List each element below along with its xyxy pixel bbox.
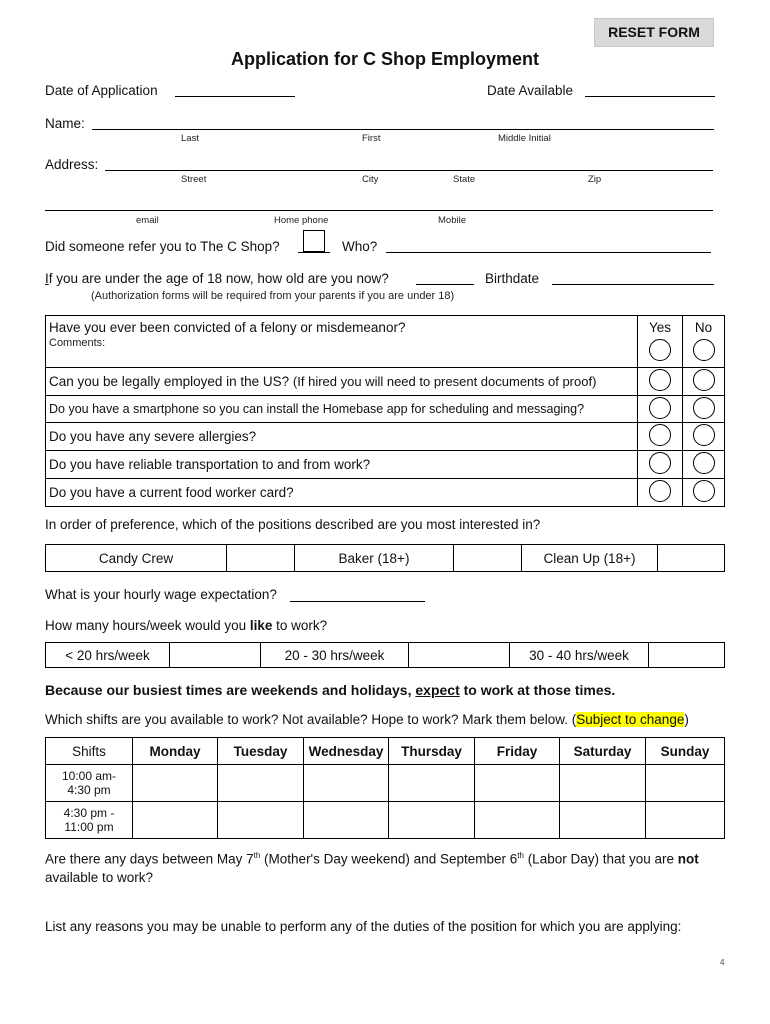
question-row	[46, 423, 725, 451]
no-cell	[683, 396, 725, 423]
who-field[interactable]	[386, 252, 711, 253]
address-field[interactable]	[105, 170, 713, 171]
question-row	[46, 368, 725, 396]
yes-cell	[638, 479, 683, 507]
name-middle-caption: Middle Initial	[498, 133, 551, 144]
no-cell	[683, 451, 725, 479]
hours-30-40: 30 - 40 hrs/week	[510, 643, 649, 668]
friday-header: Friday	[475, 738, 560, 765]
yes-no-questions-table	[45, 315, 725, 507]
age-field[interactable]	[416, 284, 474, 285]
home-phone-caption: Home phone	[274, 215, 329, 226]
hours-20-30-check[interactable]	[409, 643, 510, 668]
hours-30-40-check[interactable]	[649, 643, 725, 668]
birthdate-label: Birthdate	[485, 271, 540, 286]
employment-yes-radio[interactable]	[649, 369, 671, 391]
hours-row	[46, 643, 725, 668]
days-q-not: not	[677, 851, 699, 867]
question-row	[46, 316, 725, 368]
reset-form-button[interactable]: RESET FORM	[594, 18, 714, 47]
food-card-yes-radio[interactable]	[649, 480, 671, 502]
question-row	[46, 451, 725, 479]
hours-question	[45, 618, 327, 633]
subject-to-change-highlight: Subject to change	[576, 712, 685, 727]
name-first-caption: First	[362, 133, 381, 144]
address-street-caption: Street	[181, 174, 207, 185]
position-baker-rank[interactable]	[454, 545, 522, 572]
positions-table	[45, 544, 725, 572]
shift-cell[interactable]	[560, 765, 646, 802]
shift-cell[interactable]	[389, 765, 475, 802]
comments-label: Comments:	[49, 337, 106, 349]
no-cell	[683, 316, 725, 368]
age-question	[45, 271, 389, 286]
refer-question: Did someone refer you to The C Shop?	[45, 239, 280, 254]
yes-cell	[638, 368, 683, 396]
reasons-question: List any reasons you may be unable to perform any of the duties of the position for which you are applying:	[45, 919, 682, 934]
email-caption: email	[136, 215, 159, 226]
transportation-question: Do you have reliable transportation to and from work?	[46, 451, 638, 479]
position-clean-up: Clean Up (18+)	[522, 545, 658, 572]
shift-cell[interactable]	[133, 765, 218, 802]
positions-row	[46, 545, 725, 572]
refer-underline	[298, 252, 330, 253]
shift-day-label	[46, 765, 133, 802]
date-available-label: Date Available	[487, 83, 574, 98]
no-cell	[683, 479, 725, 507]
allergies-yes-radio[interactable]	[649, 424, 671, 446]
shift-cell[interactable]	[475, 765, 560, 802]
positions-question: In order of preference, which of the positions described are you most interested in?	[45, 517, 541, 532]
shift-row-evening	[46, 802, 725, 839]
busy-post: to work at those times.	[459, 682, 616, 698]
address-zip-caption: Zip	[588, 174, 602, 185]
shift-cell[interactable]	[304, 765, 389, 802]
authorization-note: (Authorization forms will be required from your parents if you are under 18)	[91, 290, 455, 302]
address-label: Address:	[45, 157, 99, 172]
radio-wrap	[683, 339, 724, 364]
smartphone-yes-radio[interactable]	[649, 397, 671, 419]
days-q-a: Are there any days between May 7	[45, 851, 254, 867]
busy-times-note	[45, 682, 615, 698]
saturday-header: Saturday	[560, 738, 646, 765]
no-header: No	[694, 320, 713, 335]
date-of-application-label: Date of Application	[45, 83, 158, 98]
transportation-no-radio[interactable]	[693, 452, 715, 474]
shifts-table	[45, 737, 725, 839]
days-q-line2: available to work?	[45, 869, 154, 885]
days-q-sup1: th	[253, 851, 261, 860]
smartphone-no-radio[interactable]	[693, 397, 715, 419]
thursday-header: Thursday	[389, 738, 475, 765]
employment-question: Can you be legally employed in the US?	[49, 374, 290, 389]
position-baker: Baker (18+)	[295, 545, 454, 572]
shift-cell[interactable]	[646, 802, 725, 839]
wednesday-header: Wednesday	[304, 738, 389, 765]
hours-question-bold: like	[249, 618, 273, 633]
felony-yes-radio[interactable]	[649, 339, 671, 361]
question-cell	[46, 368, 638, 396]
felony-question: Have you ever been convicted of a felony or misdemeanor?	[49, 320, 406, 335]
shift-day-start: 10:00 am-	[61, 769, 117, 783]
shift-day-end: 4:30 pm	[67, 783, 111, 797]
felony-no-radio[interactable]	[693, 339, 715, 361]
shift-evening-end: 11:00 pm	[64, 820, 114, 834]
name-label: Name:	[45, 116, 85, 131]
tuesday-header: Tuesday	[218, 738, 304, 765]
days-q-sup2: th	[517, 851, 524, 860]
mobile-caption: Mobile	[438, 215, 466, 226]
shift-evening-start: 4:30 pm -	[63, 806, 115, 820]
contact-field[interactable]	[45, 210, 713, 211]
shift-cell[interactable]	[218, 802, 304, 839]
shifts-question	[45, 712, 689, 727]
address-city-caption: City	[362, 174, 379, 185]
hours-20-30: 20 - 30 hrs/week	[261, 643, 409, 668]
allergies-question: Do you have any severe allergies?	[46, 423, 638, 451]
food-card-question: Do you have a current food worker card?	[46, 479, 638, 507]
shifts-header-row	[46, 738, 725, 765]
position-candy-crew: Candy Crew	[46, 545, 227, 572]
age-question-text: f you are under the age of 18 now, how old are you now?	[48, 271, 389, 286]
shift-cell[interactable]	[304, 802, 389, 839]
yes-cell	[638, 396, 683, 423]
wage-field[interactable]	[290, 601, 425, 602]
age-question-initial: I	[45, 271, 49, 286]
position-clean-up-rank[interactable]	[658, 545, 725, 572]
shifts-question-pre: Which shifts are you available to work? Not available? Hope to work? Mark them below. (	[45, 712, 577, 727]
position-candy-crew-rank[interactable]	[227, 545, 295, 572]
who-label: Who?	[342, 239, 378, 254]
shift-cell[interactable]	[218, 765, 304, 802]
date-available-field[interactable]	[585, 96, 715, 97]
address-state-caption: State	[453, 174, 476, 185]
name-field[interactable]	[92, 129, 714, 130]
food-card-no-radio[interactable]	[693, 480, 715, 502]
allergies-no-radio[interactable]	[693, 424, 715, 446]
no-cell	[683, 368, 725, 396]
sunday-header: Sunday	[646, 738, 725, 765]
question-cell	[46, 316, 638, 368]
employment-no-radio[interactable]	[693, 369, 715, 391]
employment-note: (If hired you will need to present documents of proof)	[292, 374, 597, 389]
shift-evening-label	[46, 802, 133, 839]
name-last-caption: Last	[181, 133, 199, 144]
days-unavailable-question	[45, 847, 745, 887]
hours-under-20-check[interactable]	[170, 643, 261, 668]
question-row	[46, 396, 725, 423]
yes-header: Yes	[648, 320, 672, 335]
shifts-header: Shifts	[46, 738, 133, 765]
no-cell	[683, 423, 725, 451]
busy-expect: expect	[415, 682, 460, 698]
shift-cell[interactable]	[133, 802, 218, 839]
question-row	[46, 479, 725, 507]
wage-question: What is your hourly wage expectation?	[45, 587, 277, 602]
yes-cell	[638, 423, 683, 451]
shift-cell[interactable]	[646, 765, 725, 802]
hours-question-pre: How many hours/week would you	[45, 618, 250, 633]
days-q-c: (Labor Day) that you are	[523, 851, 678, 867]
shift-cell[interactable]	[475, 802, 560, 839]
shifts-question-post: )	[684, 712, 689, 727]
shift-cell[interactable]	[560, 802, 646, 839]
monday-header: Monday	[133, 738, 218, 765]
hours-under-20: < 20 hrs/week	[46, 643, 170, 668]
birthdate-field[interactable]	[552, 284, 714, 285]
date-of-application-field[interactable]	[175, 96, 295, 97]
radio-wrap	[638, 339, 682, 364]
shift-row-day	[46, 765, 725, 802]
refer-checkbox[interactable]	[303, 230, 325, 252]
days-q-b: (Mother's Day weekend) and September 6	[260, 851, 518, 867]
shift-cell[interactable]	[389, 802, 475, 839]
hours-table	[45, 642, 725, 668]
transportation-yes-radio[interactable]	[649, 452, 671, 474]
hours-question-post: to work?	[272, 618, 328, 633]
page-number: 4	[720, 958, 725, 967]
busy-pre: Because our busiest times are weekends and holidays,	[45, 682, 416, 698]
smartphone-question: Do you have a smartphone so you can install the Homebase app for scheduling and messaging?	[46, 396, 638, 423]
yes-cell	[638, 316, 683, 368]
page-title: Application for C Shop Employment	[230, 49, 539, 69]
yes-cell	[638, 451, 683, 479]
